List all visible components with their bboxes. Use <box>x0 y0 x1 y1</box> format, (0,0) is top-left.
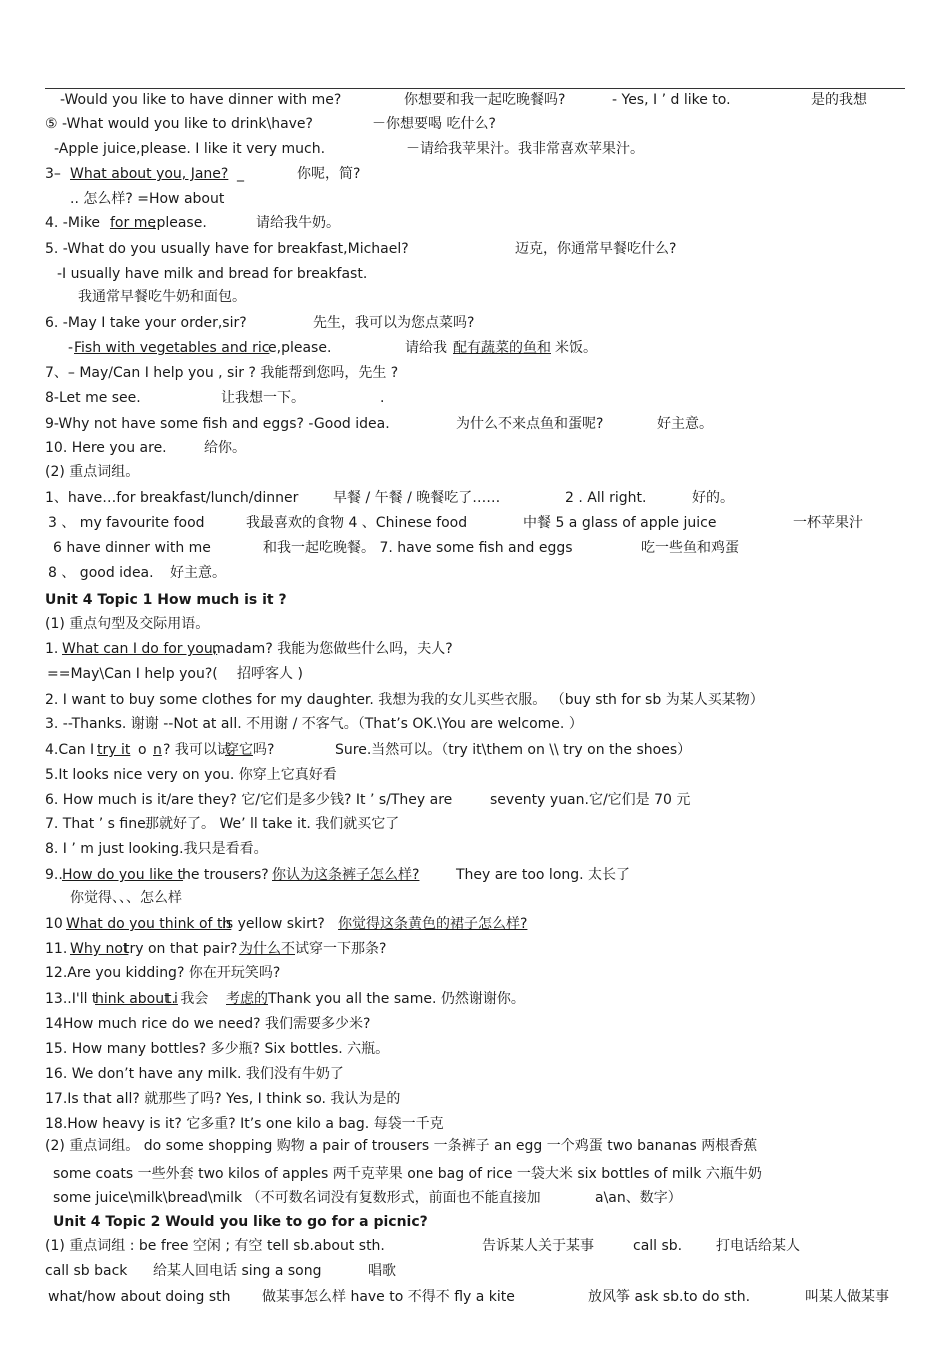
text-segment: 和我一起吃晚餐。 7. have some fish and eggs <box>263 540 573 556</box>
text-segment: 唱歌 <box>368 1263 396 1279</box>
text-segment: some juice\milk\bread\milk （不可数名词没有复数形式，前面也不能直接加 <box>53 1190 541 1206</box>
text-segment: ,please. <box>152 215 207 231</box>
text-segment: hink about i <box>95 991 178 1007</box>
text-segment: 你觉得、、、怎么样 <box>70 890 182 906</box>
text-segment: he trousers? <box>182 867 269 883</box>
text-segment: is yellow skirt? <box>222 916 325 932</box>
text-segment: What about you, Jane? <box>70 166 229 182</box>
text-segment: _ <box>237 166 244 182</box>
text-segment: 吗? <box>253 742 275 758</box>
text-segment: They are too long. 太长了 <box>456 867 631 883</box>
text-segment: 9-Why not have some fish and eggs? -Good idea. <box>45 416 390 432</box>
text-segment: . <box>380 390 385 406</box>
text-segment: 吃一些鱼和鸡蛋 <box>641 540 739 556</box>
text-segment: 3. --Thanks. 谢谢 --Not at all. 不用谢 / 不客气。（That’s OK.\You are welcome. ） <box>45 716 583 732</box>
text-segment: 中餐 5 a glass of apple juice <box>523 515 717 531</box>
text-segment: ? 我可以试 <box>163 742 231 758</box>
text-segment: 7、– May/Can I help you , sir ? 我能帮到您吗，先生 ? <box>45 365 399 381</box>
text-segment: 14How much rice do we need? 我们需要多少米? <box>45 1016 371 1032</box>
text-segment: 告诉某人关于某事 <box>482 1238 594 1254</box>
text-segment: 给你。 <box>204 440 246 456</box>
text-segment: 2. I want to buy some clothes for my daughter. 我想为我的女儿买些衣服。 （buy sth for sb 为某人买某物） <box>45 692 764 708</box>
text-segment: 9.. <box>45 867 63 883</box>
text-segment: (1) 重点词组 : be free 空闲 ; 有空 tell sb.about sth. <box>45 1238 385 1254</box>
text-segment: 请给我 <box>405 340 447 356</box>
text-segment: 7. That ’ s fine. <box>45 816 151 832</box>
text-segment: 10 <box>45 916 63 932</box>
text-segment: a\an、数字） <box>595 1190 682 1206</box>
text-segment: o <box>138 742 147 758</box>
text-segment: 18.How heavy is it? 它多重? It’s one kilo a bag. 每袋一千克 <box>45 1116 444 1132</box>
text-segment: 8-Let me see. <box>45 390 141 406</box>
text-segment: try on that pair? <box>124 941 238 957</box>
text-segment: 为什么不来点鱼和蛋呢? <box>456 416 604 432</box>
text-segment: Unit 4 Topic 1 How much is it ? <box>45 592 287 608</box>
text-segment: 5.It looks nice very on you. 你穿上它真好看 <box>45 767 337 783</box>
text-segment: 5. -What do you usually have for breakfast,Michael? <box>45 241 409 257</box>
text-segment: 好主意。 <box>170 565 226 581</box>
text-segment: for me <box>110 215 156 231</box>
text-segment: －你想要喝 吃什么? <box>372 116 496 132</box>
text-segment: 15. How many bottles? 多少瓶? Six bottles. 六瓶。 <box>45 1041 390 1057</box>
text-segment: -Would you like to have dinner with me? <box>60 92 342 108</box>
text-segment: 11. <box>45 941 68 957</box>
text-segment: -Apple juice,please. I like it very much. <box>54 141 326 157</box>
text-segment: (1) 重点句型及交际用语。 <box>45 616 210 632</box>
text-segment: What can I do for you, <box>62 641 218 657</box>
text-segment: 早餐 / 午餐 / 晚餐吃了…… <box>333 490 501 506</box>
text-segment: 17.Is that all? 就那些了吗? Yes, I think so. 我认为是的 <box>45 1091 401 1107</box>
text-segment: Unit 4 Topic 2 Would you like to go for a picnic? <box>53 1214 428 1230</box>
text-segment: Fish with vegetables and ric <box>74 340 270 356</box>
text-segment: Thank you all the same. 仍然谢谢你。 <box>268 991 525 1007</box>
text-segment: 6. -May I take your order,sir? <box>45 315 247 331</box>
text-segment: ⑤ -What would you like to drink\have? <box>45 116 313 132</box>
text-segment: 2 . All right. <box>565 490 647 506</box>
text-segment: 3 、 my favourite food <box>48 515 205 531</box>
text-segment: 4.Can I <box>45 742 95 758</box>
text-segment: what/how about doing sth <box>48 1289 231 1305</box>
text-segment: 1. <box>45 641 59 657</box>
text-segment: 放风筝 ask sb.to do sth. <box>588 1289 751 1305</box>
text-segment: Sure.当然可以。（try it\them on \\ try on the shoes） <box>335 742 692 758</box>
text-segment: ==May\Can I help you?( <box>47 666 218 682</box>
text-segment: 13..I'll t <box>45 991 98 1007</box>
text-segment: Why not <box>70 941 129 957</box>
text-segment: (2) 重点词组。 <box>45 464 140 480</box>
text-segment: 3– <box>45 166 61 182</box>
text-segment: 米饭。 <box>555 340 597 356</box>
text-segment: t. 我会 <box>166 991 209 1007</box>
text-segment: 试穿一下那条? <box>295 941 387 957</box>
text-segment: 我通常早餐吃牛奶和面包。 <box>78 289 246 305</box>
text-segment: What do you think of th <box>66 916 232 932</box>
text-segment: call sb. <box>633 1238 683 1254</box>
text-segment: 我最喜欢的食物 4 、Chinese food <box>246 515 468 531</box>
text-segment: 一杯苹果汁 <box>793 515 863 531</box>
text-segment: 你呢，简? <box>297 166 361 182</box>
text-segment: 穿它 <box>225 742 253 758</box>
text-segment: .. 怎么样? =How about <box>70 191 225 207</box>
text-segment: 那就好了。 We’ ll take it. 我们就买它了 <box>145 816 400 832</box>
text-segment: 8. I ’ m just looking.我只是看看。 <box>45 841 268 857</box>
text-segment: 迈克，你通常早餐吃什么? <box>515 241 677 257</box>
text-segment: 为什么不 <box>239 941 295 957</box>
text-segment: 好主意。 <box>657 416 713 432</box>
text-segment: call sb back <box>45 1263 128 1279</box>
text-segment: seventy yuan.它/它们是 70 元 <box>490 792 691 808</box>
text-segment: 好的。 <box>692 490 734 506</box>
text-segment: - Yes, I ’ d like to. <box>612 92 731 108</box>
text-segment: 6. How much is it/are they? 它/它们是多少钱? It ’ s/They are <box>45 792 453 808</box>
text-segment: 是的我想 <box>811 92 867 108</box>
text-segment: 4. -Mike <box>45 215 101 231</box>
text-segment: - <box>68 340 74 356</box>
text-segment: 先生，我可以为您点菜吗? <box>313 315 475 331</box>
text-segment: 让我想一下。 <box>221 390 305 406</box>
text-segment: 做某事怎么样 have to 不得不 fly a kite <box>262 1289 515 1305</box>
text-segment: 考虑的 <box>226 991 268 1007</box>
text-segment: 你认为这条裤子怎么样? <box>272 867 420 883</box>
text-segment: 1、have…for breakfast/lunch/dinner <box>45 490 299 506</box>
text-segment: n <box>153 742 162 758</box>
text-segment: 6 have dinner with me <box>53 540 211 556</box>
text-segment: 你觉得这条黄色的裙子怎么样? <box>338 916 528 932</box>
text-segment: 招呼客人 ) <box>237 666 303 682</box>
text-segment: try it <box>97 742 131 758</box>
text-segment: How do you like t <box>62 867 184 883</box>
text-segment: 给某人回电话 sing a song <box>153 1263 322 1279</box>
text-segment: 配有蔬菜的鱼和 <box>453 340 551 356</box>
text-segment: 叫某人做某事 <box>805 1289 889 1305</box>
text-segment: 16. We don’t have any milk. 我们没有牛奶了 <box>45 1066 344 1082</box>
text-segment: 12.Are you kidding? 你在开玩笑吗? <box>45 965 281 981</box>
text-segment: 8 、 good idea. <box>48 565 154 581</box>
text-segment: some coats 一些外套 two kilos of apples 两千克苹果 one bag of rice 一袋大米 six bottles of milk 六瓶牛奶 <box>53 1166 762 1182</box>
text-segment: 请给我牛奶。 <box>256 215 340 231</box>
text-segment: 10. Here you are. <box>45 440 167 456</box>
text-segment: madam? 我能为您做些什么吗，夫人? <box>212 641 453 657</box>
text-segment: e,please. <box>268 340 332 356</box>
text-segment: -I usually have milk and bread for breakfast. <box>57 266 368 282</box>
text-segment: 打电话给某人 <box>716 1238 800 1254</box>
text-segment: 你想要和我一起吃晚餐吗? <box>404 92 566 108</box>
text-segment: (2) 重点词组。 do some shopping 购物 a pair of trousers 一条裤子 an egg 一个鸡蛋 two bananas 两根香蕉 <box>45 1138 758 1154</box>
text-segment: －请给我苹果汁。我非常喜欢苹果汁。 <box>406 141 644 157</box>
